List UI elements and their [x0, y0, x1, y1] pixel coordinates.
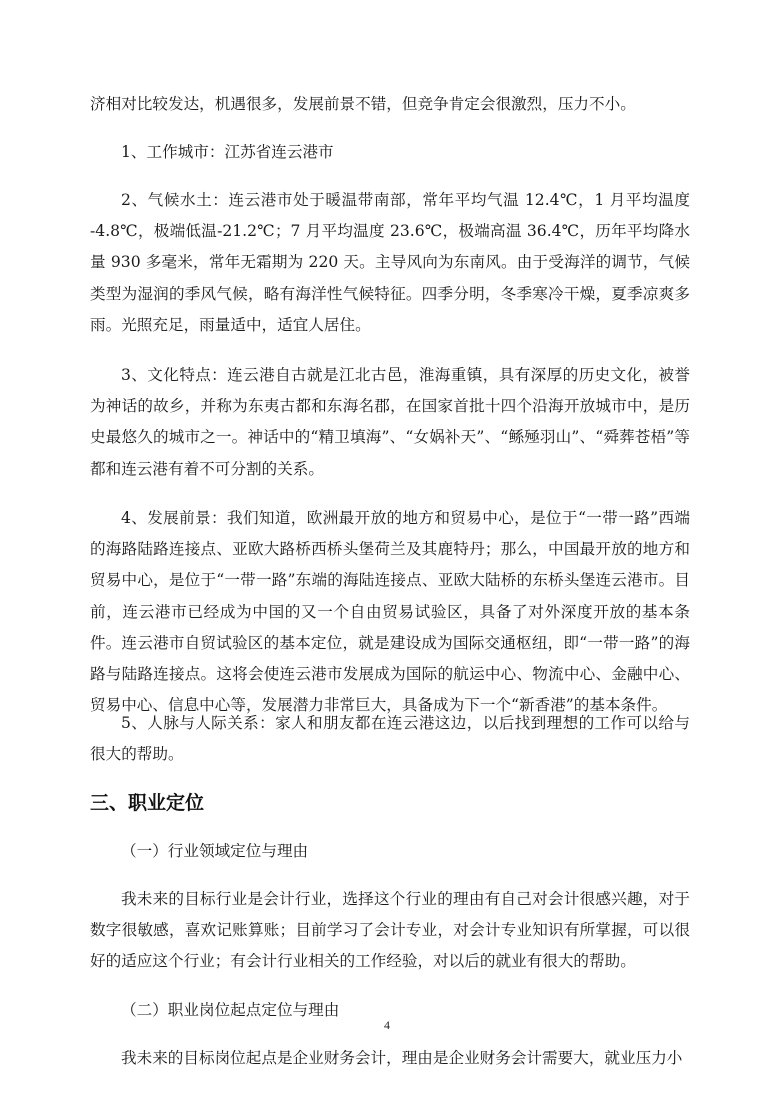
paragraph-work-city: 1、工作城市：江苏省连云港市 — [121, 143, 334, 161]
paragraph-development-prospect: 4、发展前景：我们知道，欧洲最开放的地方和贸易中心，是位于“一带一路”西端的海路陆路连接点、亚欧大路桥西桥头堡荷兰及其鹿特丹；那么，中国最开放的地方和贸易中心，是位于“一带一路”东端的海陆连接点、亚欧大陆桥的东桥头堡连云港市。目前，连云港市已经成为中国的又一个自由贸易试验区，具备了对外深度开放的基本条件。连云港市自贸试验区的基本定位，就是建设成为国际交通枢纽，即“一带一路”的海路与陆路连接点。这将会使连云港市发展成为国际的航运中心、物流中心、金融中心、贸易中心、信息中心等，发展潜力非常巨大，具备成为下一个“新香港”的基本条件。 — [90, 509, 690, 715]
paragraph-economy-continued: 济相对比较发达，机遇很多，发展前景不错，但竞争肯定会很激烈，压力不小。 — [90, 95, 636, 113]
paragraph-job-reason: 我未来的目标岗位起点是企业财务会计，理由是企业财务会计需要大，就业压力小 — [121, 1049, 683, 1067]
paragraph-industry-reason: 我未来的目标行业是会计行业，选择这个行业的理由有自己对会计很感兴趣，对于数字很敏感，喜欢记账算账；目前学习了会计专业，对会计专业知识有所掌握，可以很好的适应这个行业；有会计行业相关的工作经验，对以后的就业有很大的帮助。 — [90, 890, 690, 971]
subheading-industry-positioning: （一）行业领域定位与理由 — [121, 842, 309, 860]
paragraph-climate: 2、气候水土：连云港市处于暖温带南部，常年平均气温 12.4℃，1 月平均温度 -4.8℃，极端低温-21.2℃；7 月平均温度 23.6℃，极端高温 36.4℃，历年平均降水量 930 多毫米，常年无霜期为 220 天。主导风向为东南风。由于受海洋的调节，气候类型为湿润的季风气候，略有海洋性气候特征。四季分明，冬季寒冷干燥，夏季凉爽多雨。光照充足，雨量适中，适宜人居住。 — [90, 191, 690, 334]
subheading-job-positioning: （二）职业岗位起点定位与理由 — [121, 1001, 340, 1019]
page-number: 4 — [384, 1018, 390, 1032]
paragraph-culture: 3、文化特点：连云港自古就是江北古邑，淮海重镇，具有深厚的历史文化，被誉为神话的故乡，并称为东夷古都和东海名郡，在国家首批十四个沿海开放城市中，是历史最悠久的城市之一。神话中的“精卫填海”、“女娲补天”、“鲧殛羽山”、“舜葬苍梧”等都和连云港有着不可分割的关系。 — [90, 366, 690, 478]
section-heading-career-positioning: 三、职业定位 — [90, 792, 205, 814]
paragraph-personal-network: 5、人脉与人际关系：家人和朋友都在连云港这边，以后找到理想的工作可以给与很大的帮助。 — [90, 714, 690, 764]
